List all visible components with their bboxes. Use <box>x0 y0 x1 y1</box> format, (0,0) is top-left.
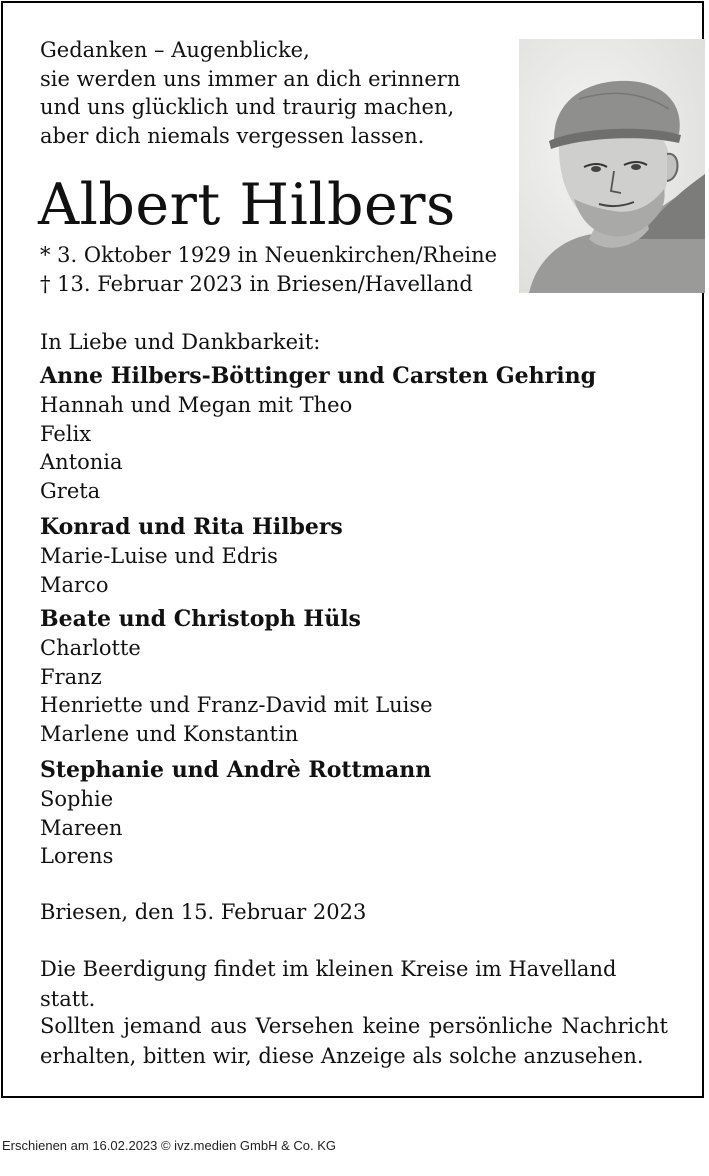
portrait-sketch-icon <box>519 39 705 293</box>
family-head: Konrad und Rita Hilbers <box>40 514 343 540</box>
life-dates <box>40 241 497 299</box>
family-member: Mareen <box>40 815 123 840</box>
family-member: Lorens <box>40 844 114 868</box>
family-member: Franz <box>40 664 102 689</box>
birth-date: * 3. Oktober 1929 in Neuenkirchen/Rheine <box>40 243 498 267</box>
family-member: Marco <box>40 572 109 597</box>
family-member: Felix <box>40 421 92 446</box>
poem-line: und uns glücklich und traurig machen, <box>40 95 455 119</box>
poem <box>40 36 460 150</box>
family-head: Beate und Christoph Hüls <box>40 606 361 632</box>
family-member: Antonia <box>40 450 123 474</box>
family-member: Marlene und Konstantin <box>40 721 299 746</box>
family-head: Stephanie und Andrè Rottmann <box>40 757 432 783</box>
death-date: † 13. Februar 2023 in Briesen/Havelland <box>40 272 473 296</box>
portrait-photo <box>519 39 705 293</box>
poem-line: sie werden uns immer an dich erinnern <box>40 66 461 91</box>
funeral-info: Die Beerdigung findet im kleinen Kreise im Havelland statt. <box>40 957 617 1011</box>
family-member: Henriette und Franz-David mit Luise <box>40 693 433 717</box>
family-member: Hannah und Megan mit Theo <box>40 393 353 417</box>
intro-line: In Liebe und Dankbarkeit: <box>40 330 321 354</box>
place-date: Briesen, den 15. Februar 2023 <box>40 900 367 924</box>
family-member: Marie-Luise und Edris <box>40 544 278 568</box>
notice-note: Sollten jemand aus Versehen keine persönliche Nachricht erhalten, bitten wir, diese Anzeige als solche anzusehen. <box>40 1014 668 1068</box>
publication-credit: Erschienen am 16.02.2023 © ivz.medien GmbH & Co. KG <box>2 1138 337 1153</box>
family-group <box>40 604 433 748</box>
family-group <box>40 361 596 505</box>
family-member: Charlotte <box>40 636 141 660</box>
deceased-name: Albert Hilbers <box>38 172 456 238</box>
family-head: Anne Hilbers-Böttinger und Carsten Gehring <box>40 363 596 389</box>
family-member: Sophie <box>40 787 114 811</box>
family-group <box>40 755 431 871</box>
poem-line: Gedanken – Augenblicke, <box>40 38 310 62</box>
family-group <box>40 512 343 599</box>
poem-line: aber dich niemals vergessen lassen. <box>40 123 425 148</box>
family-member: Greta <box>40 478 101 503</box>
